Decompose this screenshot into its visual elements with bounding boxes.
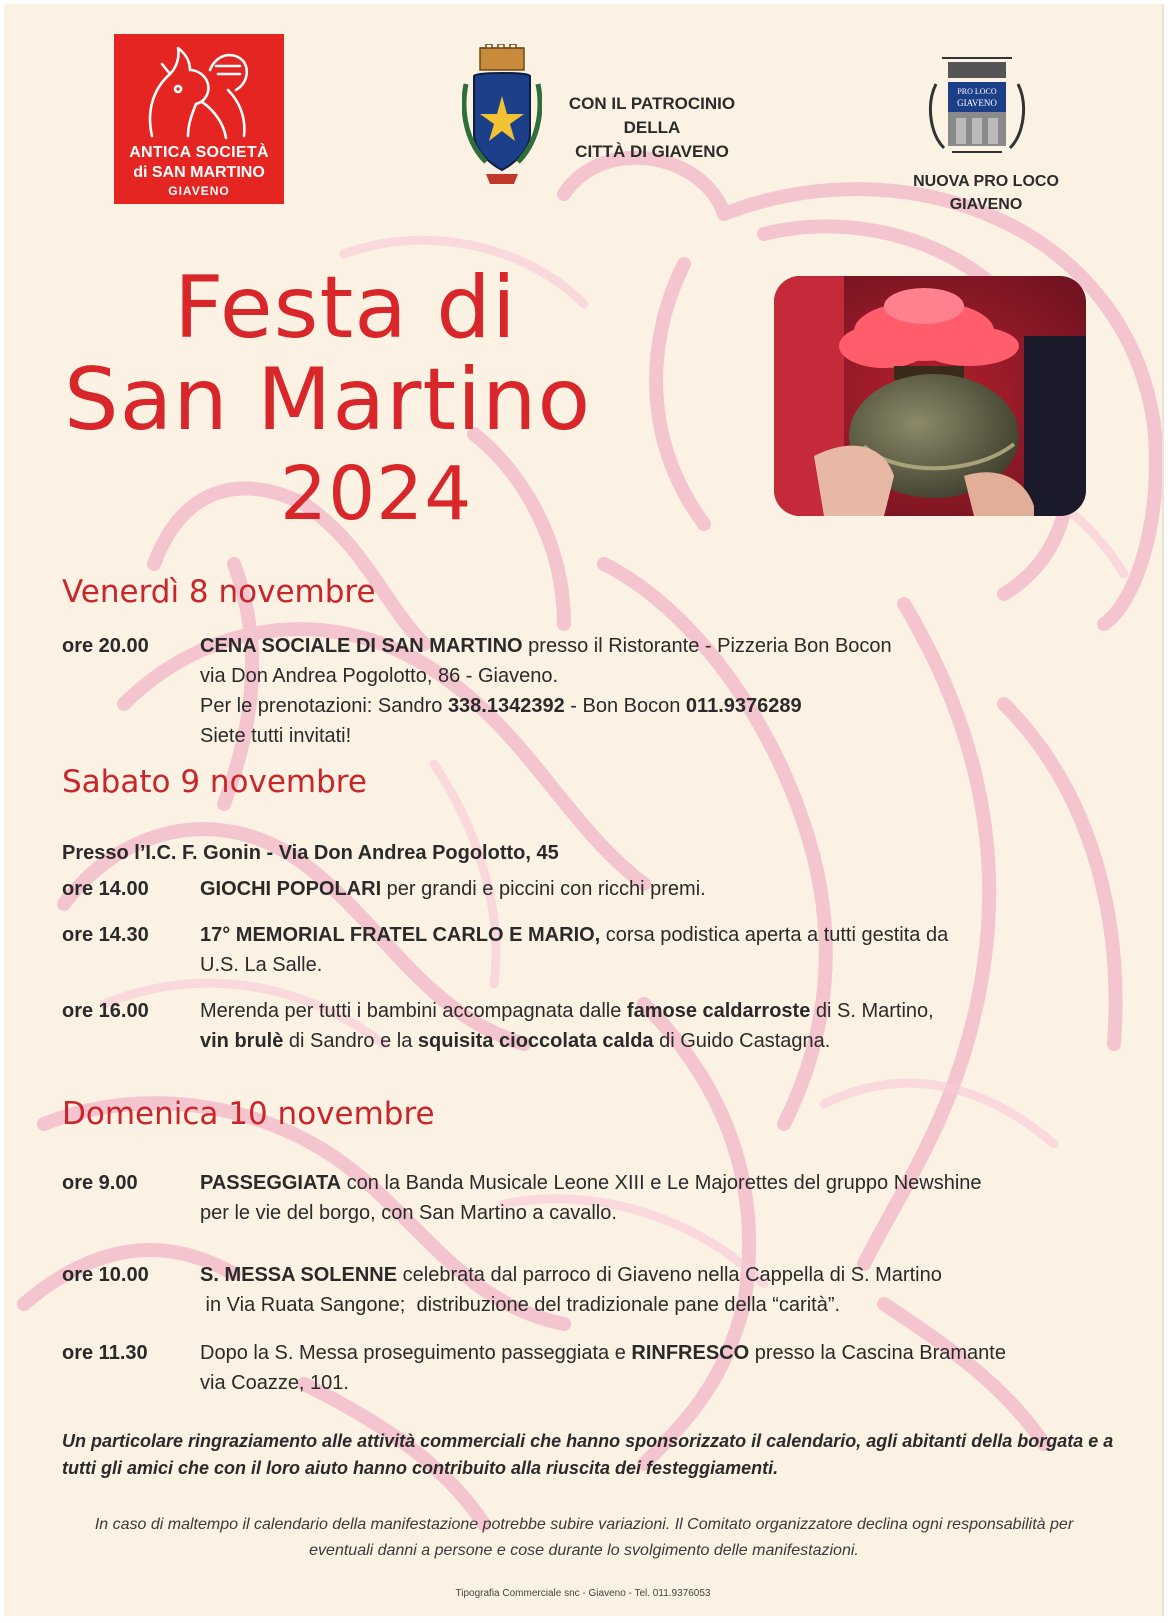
saturday-event-3-b2: vin brulè [200, 1030, 284, 1052]
title-line1: Festa di [174, 258, 517, 358]
sunday-event-3-t1: Dopo la S. Messa proseguimento passeggiata e [200, 1342, 632, 1364]
sunday-heading: Domenica 10 novembre [62, 1096, 435, 1132]
giaveno-coat-of-arms-icon [462, 44, 542, 194]
society-name-line1: ANTICA SOCIETÀ [129, 144, 269, 161]
helmet-photo [774, 276, 1086, 516]
sunday-time-1: ore 9.00 [62, 1172, 138, 1194]
saturday-event-1-text: per grandi e piccini con ricchi premi. [381, 878, 706, 900]
antica-societa-logo [114, 34, 284, 204]
friday-phone-bon-bocon: 011.9376289 [685, 695, 802, 717]
weather-disclaimer: In caso di maltempo il calendario della manifestazione potrebbe subire variazioni. Il Comitato organizzatore declina ogni responsabilità per eventuali danni a persone e cose durante lo svolgimento delle manifestazioni. [94, 1516, 1074, 1559]
sunday-event-1-title: PASSEGGIATA [200, 1172, 342, 1194]
friday-time: ore 20.00 [62, 635, 149, 657]
friday-booking-mid: - Bon Bocon [564, 695, 686, 717]
patronage-text [552, 92, 752, 164]
sunday-event-1-text: con la Banda Musicale Leone XIII e Le Majorettes del gruppo Newshine [341, 1172, 982, 1194]
saturday-event-2-line2: U.S. La Salle. [200, 954, 323, 976]
saturday-time-1: ore 14.00 [62, 878, 149, 900]
saturday-event-3-t4: di Guido Castagna. [653, 1030, 831, 1052]
sunday-event-3-line2: via Coazze, 101. [200, 1372, 349, 1394]
sunday-time-2: ore 10.00 [62, 1264, 149, 1286]
saturday-event-2-text: corsa podistica aperta a tutti gestita da [600, 924, 949, 946]
friday-event-location: presso il Ristorante - Pizzeria Bon Bocon [522, 635, 892, 657]
sunday-event-1-line2: per le vie del borgo, con San Martino a cavallo. [200, 1202, 617, 1224]
printer-credit: Tipografia Commerciale snc - Giaveno - Tel. 011.9376053 [455, 1588, 711, 1599]
friday-invite: Siete tutti invitati! [200, 725, 352, 747]
saturday-event-3-t3: di Sandro e la [283, 1030, 418, 1052]
friday-booking-prefix: Per le prenotazioni: Sandro [200, 695, 448, 717]
sunday-event-2-line2: in Via Ruata Sangone; distribuzione del tradizionale pane della “carità”. [200, 1294, 841, 1316]
sunday-event-3-t2: presso la Cascina Bramante [749, 1342, 1006, 1364]
thanks-note: Un particolare ringraziamento alle attività commerciali che hanno sponsorizzato il calendario, agli abitanti della borgata e a tutti gli amici che con il loro aiuto hanno contribuito alla riuscita dei festeggiamenti. [62, 1431, 1114, 1478]
saturday-venue: Presso l’I.C. F. Gonin - Via Don Andrea Pogolotto, 45 [62, 842, 559, 864]
saturday-heading: Sabato 9 novembre [62, 764, 367, 800]
patronage-line2: DELLA [623, 118, 681, 137]
saturday-event-3-t1: Merenda per tutti i bambini accompagnata dalle [200, 1000, 627, 1022]
saturday-event-2-title: 17° MEMORIAL FRATEL CARLO E MARIO, [200, 924, 601, 946]
patronage-line1: CON IL PATROCINIO [568, 94, 736, 113]
pro-loco-line2: GIAVENO [949, 196, 1023, 213]
sunday-event-3-title: RINFRESCO [631, 1342, 750, 1364]
friday-event-title: CENA SOCIALE DI SAN MARTINO [200, 635, 523, 657]
pro-loco-text [886, 170, 1086, 216]
friday-address: via Don Andrea Pogolotto, 86 - Giaveno. [200, 665, 559, 687]
society-name-line3: GIAVENO [168, 184, 230, 198]
sunday-time-3: ore 11.30 [62, 1342, 148, 1364]
horse-knight-icon [132, 40, 266, 144]
friday-phone-sandro: 338.1342392 [447, 695, 565, 717]
poster [4, 4, 1164, 1616]
title-line2: San Martino [64, 350, 592, 450]
saturday-event-3-b3: squisita cioccolata calda [417, 1030, 654, 1052]
plumed-helmet-image [774, 276, 1086, 516]
saturday-event-3-t2: di S. Martino, [810, 1000, 934, 1022]
pro-loco-badge-line2: GIAVENO [957, 98, 997, 108]
friday-desc [200, 631, 1120, 751]
saturday-event-3-b1: famose caldarroste [626, 1000, 811, 1022]
saturday-time-3: ore 16.00 [62, 1000, 149, 1022]
saturday-event-1-title: GIOCHI POPOLARI [200, 878, 382, 900]
sunday-event-2-title: S. MESSA SOLENNE [200, 1264, 398, 1286]
saturday-time-2: ore 14.30 [62, 924, 149, 946]
title-year: 2024 [280, 451, 473, 537]
pro-loco-line1: NUOVA PRO LOCO [913, 173, 1059, 190]
sunday-event-2-text: celebrata dal parroco di Giaveno nella Cappella di S. Martino [397, 1264, 942, 1286]
patronage-line3: CITTÀ DI GIAVENO [575, 142, 729, 161]
society-name-line2: di SAN MARTINO [133, 164, 265, 181]
pro-loco-badge-line1: PRO LOCO [957, 87, 997, 96]
pro-loco-logo [922, 44, 1032, 164]
friday-heading: Venerdì 8 novembre [62, 574, 376, 610]
